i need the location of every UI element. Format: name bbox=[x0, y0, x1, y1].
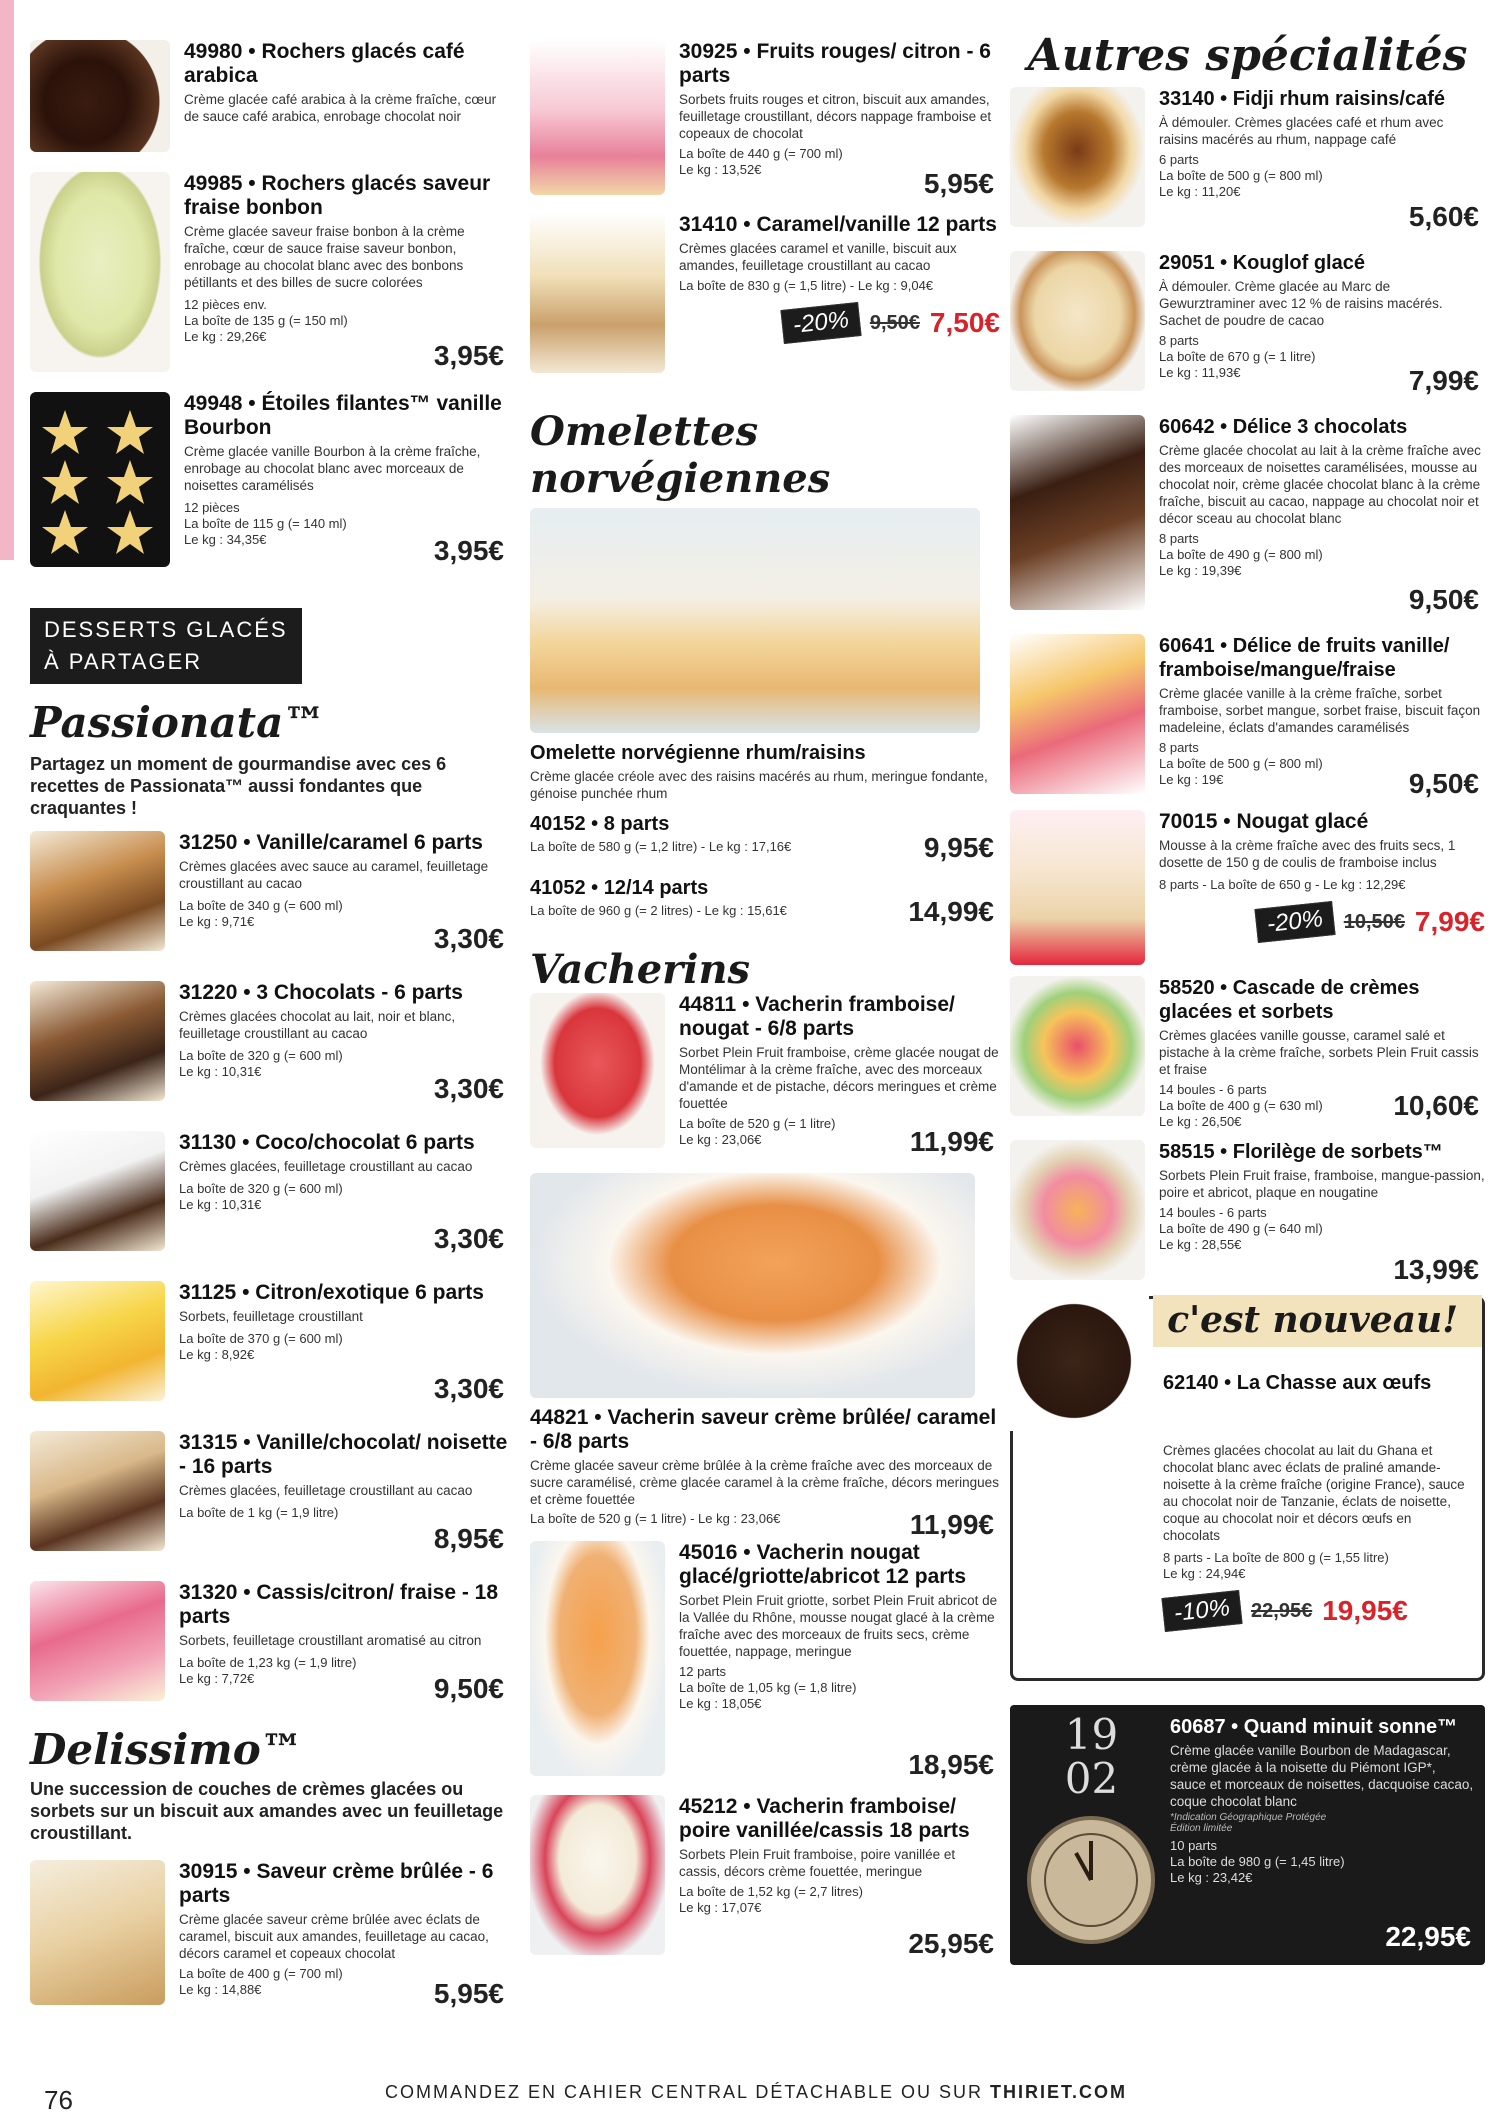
omelette-variant[interactable] bbox=[530, 812, 1000, 870]
delissimo-intro: Une succession de couches de crèmes glacées ou sorbets sur un biscuit aux amandes avec un feuilletage croustillant. bbox=[30, 1779, 504, 1843]
product-44821[interactable]: 44821 • Vacherin saveur crème brûlée/ caramel - 6/8 parts Crème glacée saveur crème brûlée à la crème fraîche avec des morceaux de sucre caramélisé, crème glacée caramel à la crème fraîche, décors meringues et crème fouettée La boîte de 520 g (= 1 litre) - Le kg : 23,06€ 11,99€ bbox=[530, 1406, 999, 1540]
product-meta-line: La boîte de 370 g (= 600 ml) bbox=[179, 1331, 343, 1346]
product-weight: La boîte de 980 g (= 1,45 litre) bbox=[1170, 1854, 1345, 1869]
product-code: 31410 bbox=[679, 213, 738, 236]
new-price: 7,50€ bbox=[929, 307, 1000, 338]
product-description: Crèmes glacées chocolat au lait du Ghana et chocolat blanc avec éclats de praliné amande-noisette à la crème fraîche (origine France), sauce au chocolat noir de Tanzanie, éclats de noisette, coque au chocolat noir et décors œufs en chocolats bbox=[1163, 1443, 1465, 1543]
star-icons bbox=[30, 392, 170, 567]
product-price: 3,95€ bbox=[433, 340, 504, 371]
product-meta-line: Le kg : 7,72€ bbox=[179, 1671, 255, 1686]
product-weight: La boîte de 135 g (= 150 ml) bbox=[184, 313, 348, 328]
product-60641[interactable] bbox=[1010, 634, 1485, 804]
product-title: 31220 • 3 Chocolats - 6 parts bbox=[179, 981, 463, 1004]
year-bottom: 02 bbox=[1064, 1754, 1119, 1803]
product-31130[interactable] bbox=[30, 1131, 510, 1259]
product-description: À démouler. Crème glacée au Marc de Gewurztraminer avec 12 % de raisins macérés. Sachet de poudre de cacao bbox=[1159, 279, 1443, 328]
product-44811[interactable]: 44811 • Vacherin framboise/ nougat - 6/8 parts Sorbet Plein Fruit framboise, crème glacée nougat de Montélimar à la crème fraîche, avec des morceaux d'amande et de pistache, décors meringues et crème fouettée La boîte de 520 g (= 1 litre) Le kg : 23,06€ 11,99€ bbox=[530, 993, 1000, 1163]
product-code: 45016 bbox=[679, 1541, 738, 1564]
product-meta bbox=[1159, 1205, 1485, 1253]
product-title: La Chasse aux œufs bbox=[1236, 1372, 1432, 1394]
product-price: 11,99€ bbox=[909, 1126, 994, 1157]
product-title: Vacherin framboise/ poire vanillée/cassis 18 parts bbox=[679, 1795, 970, 1842]
igp-note: *Indication Géographique Protégée bbox=[1170, 1812, 1327, 1823]
product-title: 31250 • Vanille/caramel 6 parts bbox=[179, 831, 483, 854]
product-31410[interactable]: 31410 • Caramel/vanille 12 parts Crèmes glacées caramel et vanille, biscuit aux amandes, feuilletage croustillant au cacao La boîte de 830 g (= 1,5 litre) - Le kg : 9,04€ -20% 9,50€ 7,50€ bbox=[530, 213, 1000, 388]
product-title: Caramel/vanille 12 parts bbox=[756, 213, 997, 236]
product-portions: 10 parts bbox=[1170, 1838, 1217, 1853]
variant-meta: La boîte de 960 g (= 2 litres) - Le kg : 15,61€ bbox=[530, 903, 787, 918]
product-price: 3,30€ bbox=[433, 923, 504, 954]
product-price-per-kg: Le kg : 24,94€ bbox=[1163, 1566, 1246, 1581]
product-30915[interactable]: 30915 • Saveur crème brûlée - 6 parts Crème glacée saveur crème brûlée avec éclats de caramel, biscuit aux amandes, feuilletage au cacao, décors caramel et copeaux chocolat La boîte de 400 g (= 700 ml) Le kg : 14,88€ 5,95€ bbox=[30, 1860, 510, 2020]
product-meta-line: 6 parts bbox=[1159, 152, 1199, 167]
product-info bbox=[1145, 87, 1485, 233]
product-image bbox=[1010, 976, 1145, 1116]
product-description: Crèmes glacées avec sauce au caramel, feuilletage croustillant au cacao bbox=[179, 859, 489, 891]
product-meta-line: La boîte de 340 g (= 600 ml) bbox=[179, 898, 343, 913]
product-price: 25,95€ bbox=[908, 1928, 994, 1959]
product-price: 7,99€ bbox=[1408, 365, 1479, 396]
chocolate-cube-image bbox=[999, 1291, 1149, 1431]
old-price: 9,50€ bbox=[869, 311, 920, 334]
product-title: Nougat glacé bbox=[1236, 810, 1369, 833]
product-info bbox=[165, 1431, 510, 1555]
product-image bbox=[1010, 251, 1145, 391]
product-meta-line: La boîte de 1,23 kg (= 1,9 litre) bbox=[179, 1655, 357, 1670]
product-description: Sorbets Plein Fruit framboise, poire vanillée et cassis, décors crème fouettée, meringue bbox=[679, 1847, 956, 1879]
product-title: 58515 • Florilège de sorbets™ bbox=[1159, 1141, 1443, 1163]
variant-price: 14,99€ bbox=[908, 896, 994, 927]
product-price: 3,30€ bbox=[433, 1223, 504, 1254]
variant-label: 41052 • 12/14 parts bbox=[530, 877, 709, 899]
footer-order-text bbox=[0, 2082, 1512, 2103]
product-31320[interactable] bbox=[30, 1581, 510, 1709]
product-meta bbox=[179, 1505, 510, 1521]
product-description: Crèmes glacées, feuilletage croustillant au cacao bbox=[179, 1483, 473, 1498]
product-weight: La boîte de 520 g (= 1 litre) bbox=[679, 1116, 836, 1131]
autres-specialites-heading: Autres spécialités bbox=[1027, 30, 1468, 81]
product-description: Sorbets Plein Fruit fraise, framboise, mangue-passion, poire et abricot, plaque en nougatine bbox=[1159, 1168, 1485, 1200]
passionata-intro: Partagez un moment de gourmandise avec ces 6 recettes de Passionata™ aussi fondantes que craquantes ! bbox=[30, 754, 447, 818]
discount-badge: -20% bbox=[1254, 901, 1335, 943]
limited-edition-note: Édition limitée bbox=[1170, 1823, 1233, 1834]
product-29051[interactable] bbox=[1010, 251, 1485, 401]
product-weight: La boîte de 830 g (= 1,5 litre) - Le kg : 9,04€ bbox=[679, 278, 934, 293]
product-title: Saveur crème brûlée - 6 parts bbox=[179, 1860, 494, 1907]
product-meta-line: Le kg : 26,50€ bbox=[1159, 1114, 1242, 1129]
old-price: 10,50€ bbox=[1343, 910, 1405, 933]
vacherins-heading: Vacherins bbox=[530, 946, 751, 993]
product-58520[interactable] bbox=[1010, 976, 1485, 1129]
product-description: Crèmes glacées caramel et vanille, biscuit aux amandes, feuilletage croustillant au cacao bbox=[679, 241, 957, 273]
product-meta bbox=[1159, 152, 1485, 200]
product-code: 49948 bbox=[184, 392, 243, 415]
product-image bbox=[530, 1541, 665, 1776]
product-49980[interactable]: 49980 • Rochers glacés café arabica Crème glacée café arabica à la crème fraîche, cœur de sauce café arabica, enrobage chocolat noir bbox=[30, 40, 510, 158]
product-meta bbox=[179, 1181, 510, 1213]
product-meta-line: La boîte de 490 g (= 800 ml) bbox=[1159, 547, 1323, 562]
product-description: Crème glacée café arabica à la crème fraîche, cœur de sauce café arabica, enrobage chocolat noir bbox=[184, 92, 497, 124]
product-title: 60642 • Délice 3 chocolats bbox=[1159, 416, 1408, 438]
product-title: 31315 • Vanille/chocolat/ noisette - 16 parts bbox=[179, 1431, 508, 1478]
product-price: 11,99€ bbox=[909, 1509, 994, 1540]
product-description: Sorbet Plein Fruit griotte, sorbet Plein Fruit abricot de la Vallée du Rhône, mousse nougat glacé à la crème fraîche avec des morceaux de fruits secs, crème fouettée, nappage, meringue bbox=[679, 1593, 998, 1659]
footer-site-link[interactable]: THIRIET.COM bbox=[990, 2082, 1128, 2102]
product-title: 60641 • Délice de fruits vanille/ framboise/mangue/fraise bbox=[1159, 635, 1450, 681]
product-meta-line: 14 boules - 6 parts bbox=[1159, 1205, 1267, 1220]
product-code: 44811 bbox=[679, 993, 737, 1016]
product-meta bbox=[179, 1331, 510, 1363]
product-code: 30925 bbox=[679, 40, 738, 63]
new-product-box[interactable]: c'est nouveau! 62140 • La Chasse aux œufs Crèmes glacées chocolat au lait du Ghana et chocolat blanc avec éclats de praliné amande-noisette à la crème fraîche (origine France), sauce au chocolat noir de Tanzanie, éclats de noisette, coque au chocolat noir et décors œufs en chocolats 8 parts - La boîte de 800 g (= 1,55 litre) Le kg : 24,94€ -10% 22,95€ 19,95€ bbox=[1010, 1296, 1485, 1681]
variant-meta: La boîte de 580 g (= 1,2 litre) - Le kg : 17,16€ bbox=[530, 839, 792, 854]
clock-icon bbox=[1024, 1805, 1159, 1955]
product-image bbox=[30, 1431, 165, 1551]
product-portions: 12 pièces bbox=[184, 500, 240, 515]
product-info bbox=[1145, 634, 1485, 800]
banner-line1: DESSERTS GLACÉS bbox=[44, 617, 288, 642]
product-image bbox=[30, 1131, 165, 1251]
discount-badge: -20% bbox=[780, 302, 861, 344]
product-price-per-kg: Le kg : 17,07€ bbox=[679, 1900, 762, 1915]
product-meta-line: Le kg : 8,92€ bbox=[179, 1347, 255, 1362]
product-description: Crème glacée vanille Bourbon de Madagascar, crème glacée à la noisette du Piémont IGP*, sauce et morceaux de noisettes, dacquoise cacao, coque chocolat blanc bbox=[1170, 1743, 1474, 1809]
product-price-per-kg: Le kg : 34,35€ bbox=[184, 532, 267, 547]
product-image bbox=[530, 1795, 665, 1955]
product-description: À démouler. Crèmes glacées café et rhum avec raisins macérés au rhum, nappage café bbox=[1159, 115, 1444, 147]
product-price: 9,50€ bbox=[1408, 768, 1479, 799]
product-price: 5,95€ bbox=[923, 168, 994, 199]
product-meta-line: La boîte de 490 g (= 640 ml) bbox=[1159, 1221, 1323, 1236]
product-portions: 12 pièces env. bbox=[184, 297, 267, 312]
product-description: Crèmes glacées, feuilletage croustillant au cacao bbox=[179, 1159, 473, 1174]
product-info bbox=[1145, 415, 1485, 616]
product-meta-line: La boîte de 500 g (= 800 ml) bbox=[1159, 168, 1323, 183]
product-code: 62140 bbox=[1163, 1372, 1219, 1394]
product-image bbox=[30, 1860, 165, 2005]
product-price: 22,95€ bbox=[1385, 1921, 1471, 1952]
product-image bbox=[30, 831, 165, 951]
promo-block bbox=[679, 306, 1000, 340]
product-weight: 8 parts - La boîte de 650 g - Le kg : 12,29€ bbox=[1159, 877, 1406, 892]
product-49985[interactable]: 49985 • Rochers glacés saveur fraise bonbon Crème glacée saveur fraise bonbon à la crème fraîche, cœur de sauce fraise saveur bonbon, enrobage au chocolat blanc avec des bonbons pétillants et des billes de sucre colorées 12 pièces env. La boîte de 135 g (= 150 ml) Le kg : 29,26€ 3,95€ bbox=[30, 172, 510, 382]
product-description: Crèmes glacées vanille gousse, caramel salé et pistache à la crème fraîche, sorbets Plein Fruit cassis et fraise bbox=[1159, 1028, 1479, 1077]
product-code: 30915 bbox=[179, 1860, 238, 1883]
column-left bbox=[30, 40, 510, 2020]
clock-image bbox=[1024, 1710, 1159, 1953]
variant-label: 40152 • 8 parts bbox=[530, 813, 670, 835]
product-description: Sorbets, feuilletage croustillant bbox=[179, 1309, 363, 1324]
product-info bbox=[1145, 251, 1485, 397]
product-weight: La boîte de 400 g (= 700 ml) bbox=[179, 1966, 343, 1981]
product-image bbox=[530, 40, 665, 195]
product-code: 49980 bbox=[184, 40, 243, 63]
omelette-image bbox=[530, 508, 980, 733]
product-price: 3,95€ bbox=[433, 535, 504, 566]
vacherin-creme-brulee-image bbox=[530, 1173, 975, 1398]
product-weight: 8 parts - La boîte de 800 g (= 1,55 litre) bbox=[1163, 1550, 1389, 1565]
product-description: Sorbet Plein Fruit framboise, crème glacée nougat de Montélimar à la crème fraîche, avec des morceaux d'amande et de pistache, décors meringues et crème fouettée bbox=[679, 1045, 999, 1111]
delissimo-heading: Delissimo™ bbox=[30, 1725, 303, 1774]
pink-accent-bar bbox=[0, 0, 14, 560]
discount-badge: -10% bbox=[1161, 1590, 1242, 1632]
promo-block bbox=[1163, 1594, 1472, 1628]
product-weight: La boîte de 440 g (= 700 ml) bbox=[679, 146, 843, 161]
product-code: 45212 bbox=[679, 1795, 738, 1818]
product-meta-line: 8 parts bbox=[1159, 531, 1199, 546]
section-banner bbox=[30, 608, 510, 684]
product-title: 29051 • Kouglof glacé bbox=[1159, 252, 1365, 274]
new-label: c'est nouveau! bbox=[1167, 1299, 1458, 1341]
product-price: 18,95€ bbox=[908, 1749, 994, 1780]
product-price-per-kg: Le kg : 29,26€ bbox=[184, 329, 267, 344]
product-price: 13,99€ bbox=[1393, 1254, 1479, 1285]
product-49948[interactable]: 49948 • Étoiles filantes™ vanille Bourbon Crème glacée vanille Bourbon à la crème fraîche, enrobage au chocolat blanc avec morceaux de noisettes caramélisés 12 pièces La boîte de 115 g (= 140 ml) Le kg : 34,35€ 3,95€ bbox=[30, 392, 510, 572]
product-meta-line: La boîte de 400 g (= 630 ml) bbox=[1159, 1098, 1323, 1113]
product-price-per-kg: Le kg : 18,05€ bbox=[679, 1696, 762, 1711]
product-image bbox=[30, 981, 165, 1101]
product-meta-line: La boîte de 320 g (= 600 ml) bbox=[179, 1181, 343, 1196]
product-image bbox=[30, 1281, 165, 1401]
product-image bbox=[1010, 634, 1145, 794]
product-image bbox=[1010, 1140, 1145, 1280]
product-price-per-kg: Le kg : 14,88€ bbox=[179, 1982, 262, 1997]
product-meta-line: Le kg : 19,39€ bbox=[1159, 563, 1242, 578]
product-title: 31320 • Cassis/citron/ fraise - 18 parts bbox=[179, 1581, 499, 1628]
product-code: 70015 bbox=[1159, 810, 1218, 833]
product-info bbox=[1145, 1140, 1485, 1286]
product-image bbox=[30, 1581, 165, 1701]
product-60687[interactable]: 19 02 60687 • Quand minuit sonne™ Crème glacée vanille Bourbon de Madagascar, crème glacée à la noisette du Piémont IGP*, sauce et morceaux de noisettes, dacquoise cacao, coque chocolat blanc *Indication Géographique Protégée Édition limitée 10 parts La boîte de 980 g (= 1,45 litre) Le kg : 23,42€ 22,95€ bbox=[1010, 1705, 1485, 1965]
product-meta-line: 14 boules - 6 parts bbox=[1159, 1082, 1267, 1097]
product-70015[interactable]: 70015 • Nougat glacé Mousse à la crème fraîche avec des fruits secs, 1 dosette de 150 g de coulis de framboise inclus 8 parts - La boîte de 650 g - Le kg : 12,29€ -20% 10,50€ 7,99€ bbox=[1010, 810, 1485, 970]
product-33140[interactable] bbox=[1010, 87, 1485, 237]
product-code: 60687 bbox=[1170, 1716, 1226, 1738]
product-description: Crème glacée saveur crème brûlée à la crème fraîche avec des morceaux de sucre caramélisé, crème glacée caramel à la crème fraîche, décors meringues et crème fouettée bbox=[530, 1458, 999, 1507]
specialites-list-2 bbox=[1010, 976, 1485, 1290]
product-image bbox=[1010, 87, 1145, 227]
product-meta-line: 8 parts bbox=[1159, 740, 1199, 755]
product-info bbox=[165, 1581, 510, 1705]
product-price: 10,60€ bbox=[1393, 1090, 1479, 1121]
product-weight: La boîte de 1,05 kg (= 1,8 litre) bbox=[679, 1680, 857, 1695]
product-meta-line: La boîte de 320 g (= 600 ml) bbox=[179, 1048, 343, 1063]
product-price: 9,50€ bbox=[433, 1673, 504, 1704]
product-info bbox=[165, 981, 510, 1105]
product-title: Quand minuit sonne™ bbox=[1243, 1716, 1458, 1738]
product-code: 49985 bbox=[184, 172, 243, 195]
product-price: 9,50€ bbox=[1408, 584, 1479, 615]
promo-block bbox=[1159, 905, 1485, 939]
product-info bbox=[165, 1131, 510, 1255]
product-meta-line: Le kg : 10,31€ bbox=[179, 1064, 262, 1079]
product-meta-line: La boîte de 1 kg (= 1,9 litre) bbox=[179, 1505, 339, 1520]
product-31125[interactable] bbox=[30, 1281, 510, 1409]
product-image bbox=[1010, 810, 1145, 965]
old-price: 22,95€ bbox=[1251, 1599, 1313, 1622]
product-title: Rochers glacés saveur fraise bonbon bbox=[184, 172, 491, 219]
product-info bbox=[1145, 976, 1485, 1129]
new-price: 7,99€ bbox=[1414, 906, 1485, 937]
omelette-variant[interactable] bbox=[530, 876, 1000, 934]
product-meta-line: Le kg : 11,93€ bbox=[1159, 365, 1241, 380]
product-weight: La boîte de 115 g (= 140 ml) bbox=[184, 516, 347, 531]
product-30925[interactable]: 30925 • Fruits rouges/ citron - 6 parts Sorbets fruits rouges et citron, biscuit aux amandes, feuilletage croustillant, décors nappage framboise et copeaux de chocolat La boîte de 440 g (= 700 ml) Le kg : 13,52€ 5,95€ bbox=[530, 40, 1000, 205]
product-image bbox=[30, 172, 170, 372]
product-image bbox=[30, 392, 170, 567]
product-meta-line: Le kg : 28,55€ bbox=[1159, 1237, 1242, 1252]
product-meta-line: 8 parts bbox=[1159, 333, 1199, 348]
product-title: Vacherin nougat glacé/griotte/abricot 12 parts bbox=[679, 1541, 967, 1588]
product-meta-line: La boîte de 500 g (= 800 ml) bbox=[1159, 756, 1323, 771]
omelette-variants bbox=[530, 812, 1000, 934]
product-price: 3,30€ bbox=[433, 1073, 504, 1104]
product-description: Sorbets fruits rouges et citron, biscuit aux amandes, feuilletage croustillant, décors nappage framboise et copeaux de chocolat bbox=[679, 92, 992, 141]
product-title: 31125 • Citron/exotique 6 parts bbox=[179, 1281, 484, 1304]
product-price: 8,95€ bbox=[433, 1523, 504, 1554]
omelette-name: Omelette norvégienne rhum/raisins bbox=[530, 742, 866, 764]
product-info bbox=[165, 831, 510, 955]
product-info bbox=[165, 1281, 510, 1405]
page-number: 76 bbox=[44, 2085, 73, 2115]
product-weight: La boîte de 520 g (= 1 litre) - Le kg : 23,06€ bbox=[530, 1511, 781, 1526]
omelette-description: Crème glacée créole avec des raisins macérés au rhum, meringue fondante, génoise punchée rhum bbox=[530, 769, 988, 801]
passionata-heading: Passionata™ bbox=[30, 698, 326, 747]
product-31250[interactable] bbox=[30, 831, 510, 959]
product-description: Crème glacée saveur crème brûlée avec éclats de caramel, biscuit aux amandes, feuilletage au cacao, décors caramel et copeaux chocolat bbox=[179, 1912, 489, 1961]
product-title: Vacherin saveur crème brûlée/ caramel - 6/8 parts bbox=[530, 1406, 997, 1453]
product-description: Crème glacée chocolat au lait à la crème fraîche avec des morceaux de noisettes caramélisées, mousse au chocolat noir, crème glacée chocolat blanc à la crème fraîche, biscuit au cacao, nappage au chocolat noir et décor sceau au chocolat blanc bbox=[1159, 443, 1481, 526]
column-middle bbox=[530, 40, 1000, 1965]
banner-line2: À PARTAGER bbox=[44, 649, 203, 674]
product-description: Sorbets, feuilletage croustillant aromatisé au citron bbox=[179, 1633, 482, 1648]
product-45212[interactable]: 45212 • Vacherin framboise/ poire vanillée/cassis 18 parts Sorbets Plein Fruit framboise, poire vanillée et cassis, décors crème fouettée, meringue La boîte de 1,52 kg (= 2,7 litres) Le kg : 17,07€ 25,95€ bbox=[530, 1795, 1000, 1965]
variant-price: 9,95€ bbox=[923, 832, 994, 863]
product-meta-line: Le kg : 10,31€ bbox=[179, 1197, 262, 1212]
new-price: 19,95€ bbox=[1322, 1595, 1408, 1626]
product-description: Mousse à la crème fraîche avec des fruits secs, 1 dosette de 150 g de coulis de framboise inclus bbox=[1159, 838, 1456, 870]
product-title: Étoiles filantes™ vanille Bourbon bbox=[184, 392, 502, 439]
footer-prefix: COMMANDEZ EN CAHIER CENTRAL DÉTACHABLE OU SUR bbox=[384, 2082, 991, 2102]
product-image bbox=[30, 40, 170, 152]
product-code: 44821 bbox=[530, 1406, 589, 1429]
omelettes-heading: Omelettes norvégiennes bbox=[530, 408, 831, 502]
product-title: 33140 • Fidji rhum raisins/café bbox=[1159, 88, 1446, 110]
product-image bbox=[530, 993, 665, 1148]
product-31220[interactable] bbox=[30, 981, 510, 1109]
product-price-per-kg: Le kg : 23,42€ bbox=[1170, 1870, 1253, 1885]
year-top: 19 bbox=[1064, 1710, 1119, 1759]
product-60642[interactable] bbox=[1010, 415, 1485, 620]
product-price-per-kg: Le kg : 23,06€ bbox=[679, 1132, 762, 1147]
product-price: 3,30€ bbox=[433, 1373, 504, 1404]
product-price-per-kg: Le kg : 13,52€ bbox=[679, 162, 762, 177]
product-31315[interactable] bbox=[30, 1431, 510, 1559]
product-title: Rochers glacés café arabica bbox=[184, 40, 465, 87]
product-45016[interactable]: 45016 • Vacherin nougat glacé/griotte/abricot 12 parts Sorbet Plein Fruit griotte, sorbet Plein Fruit abricot de la Vallée du Rhône, mousse nougat glacé à la crème fraîche avec des morceaux de fruits secs, crème fouettée, nappage, meringue 12 parts La boîte de 1,05 kg (= 1,8 litre) Le kg : 18,05€ 18,95€ bbox=[530, 1541, 1000, 1791]
specialites-list bbox=[1010, 87, 1485, 804]
product-image bbox=[1010, 415, 1145, 610]
passionata-list bbox=[30, 831, 510, 1709]
product-price: 5,60€ bbox=[1408, 201, 1479, 232]
product-price: 5,95€ bbox=[433, 1978, 504, 2009]
product-description: Crème glacée vanille à la crème fraîche, sorbet framboise, sorbet mangue, sorbet fraise, biscuit façon madeleine, éclats d'amandes caramélisés bbox=[1159, 686, 1481, 735]
product-meta-line: Le kg : 9,71€ bbox=[179, 914, 255, 929]
product-portions: 12 parts bbox=[679, 1664, 726, 1679]
product-meta-line: Le kg : 11,20€ bbox=[1159, 184, 1241, 199]
product-description: Crèmes glacées chocolat au lait, noir et blanc, feuilletage croustillant au cacao bbox=[179, 1009, 456, 1041]
product-meta-line: La boîte de 670 g (= 1 litre) bbox=[1159, 349, 1316, 364]
product-58515[interactable] bbox=[1010, 1140, 1485, 1290]
column-right bbox=[1010, 30, 1485, 1965]
product-meta-line: Le kg : 19€ bbox=[1159, 772, 1224, 787]
product-meta bbox=[1159, 531, 1485, 579]
product-image bbox=[530, 213, 665, 373]
product-title: 31130 • Coco/chocolat 6 parts bbox=[179, 1131, 475, 1154]
product-weight: La boîte de 1,52 kg (= 2,7 litres) bbox=[679, 1884, 863, 1899]
product-title: Vacherin framboise/ nougat - 6/8 parts bbox=[679, 993, 955, 1040]
product-description: Crème glacée vanille Bourbon à la crème fraîche, enrobage au chocolat blanc avec morceaux de noisettes caramélisés bbox=[184, 444, 481, 493]
banner-desserts-glaces bbox=[30, 608, 302, 684]
product-description: Crème glacée saveur fraise bonbon à la crème fraîche, cœur de sauce fraise saveur bonbon, enrobage au chocolat blanc avec des bonbons pétillants et des billes de sucre colorées bbox=[184, 224, 465, 290]
product-title: Fruits rouges/ citron - 6 parts bbox=[679, 40, 991, 87]
product-title: 58520 • Cascade de crèmes glacées et sorbets bbox=[1159, 977, 1420, 1023]
